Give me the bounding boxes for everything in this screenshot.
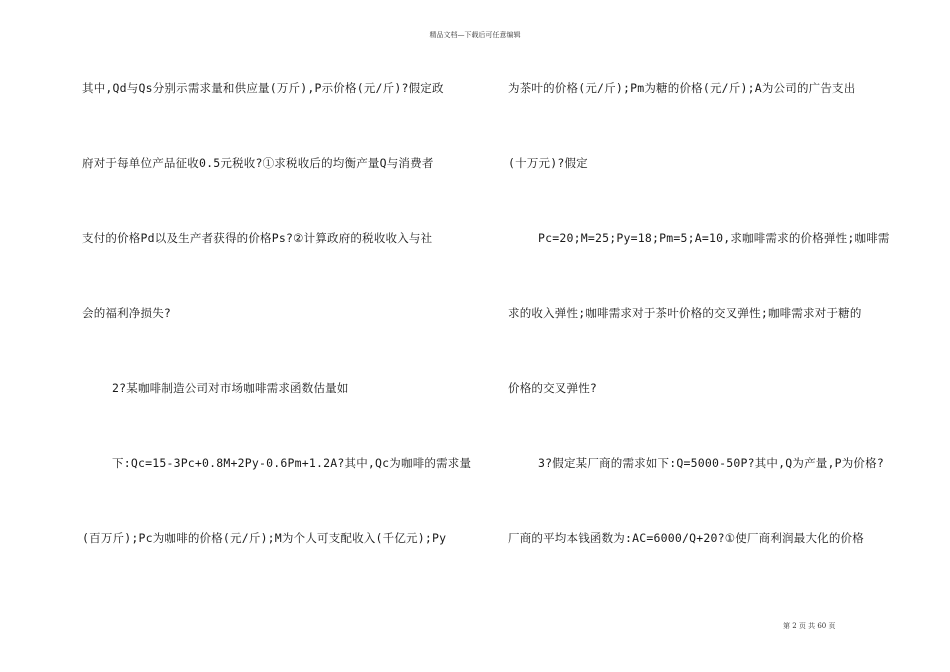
- text-line: Pc=20;M=25;Py=18;Pm=5;A=10,求咖啡需求的价格弹性;咖啡需: [538, 231, 890, 245]
- text-line: 为茶叶的价格(元/斤);Pm为糖的价格(元/斤);A为公司的广告支出: [508, 81, 856, 95]
- text-line: 会的福利净损失?: [82, 306, 172, 320]
- page-header: 精品文档—下载后可任意编辑: [429, 31, 521, 39]
- text-line: 下:Qc=15-3Pc+0.8M+2Py-0.6Pm+1.2A?其中,Qc为咖啡的需求量: [112, 456, 472, 470]
- text-line: 求的收入弹性;咖啡需求对于茶叶价格的交叉弹性;咖啡需求对于糖的: [508, 306, 862, 320]
- left-column: [82, 0, 502, 672]
- text-line: 2?某咖啡制造公司对市场咖啡需求函数估量如: [112, 381, 349, 395]
- text-line: 厂商的平均本钱函数为:AC=6000/Q+20?①使厂商利润最大化的价格: [508, 531, 864, 545]
- text-line: 支付的价格Pd以及生产者获得的价格Ps?②计算政府的税收收入与社: [82, 231, 433, 245]
- text-line: 府对于每单位产品征收0.5元税收?①求税收后的均衡产量Q与消费者: [82, 156, 434, 170]
- page-number: 第 2 页 共 60 页: [783, 622, 836, 630]
- text-line: (百万斤);Pc为咖啡的价格(元/斤);M为个人可支配收入(千亿元);Py: [82, 531, 447, 545]
- text-line: 3?假定某厂商的需求如下:Q=5000-50P?其中,Q为产量,P为价格?: [538, 456, 884, 470]
- text-line: 价格的交叉弹性?: [508, 381, 598, 395]
- text-line: 其中,Qd与Qs分别示需求量和供应量(万斤),P示价格(元/斤)?假定政: [82, 81, 444, 95]
- text-line: (十万元)?假定: [508, 156, 588, 170]
- right-column: [508, 0, 928, 672]
